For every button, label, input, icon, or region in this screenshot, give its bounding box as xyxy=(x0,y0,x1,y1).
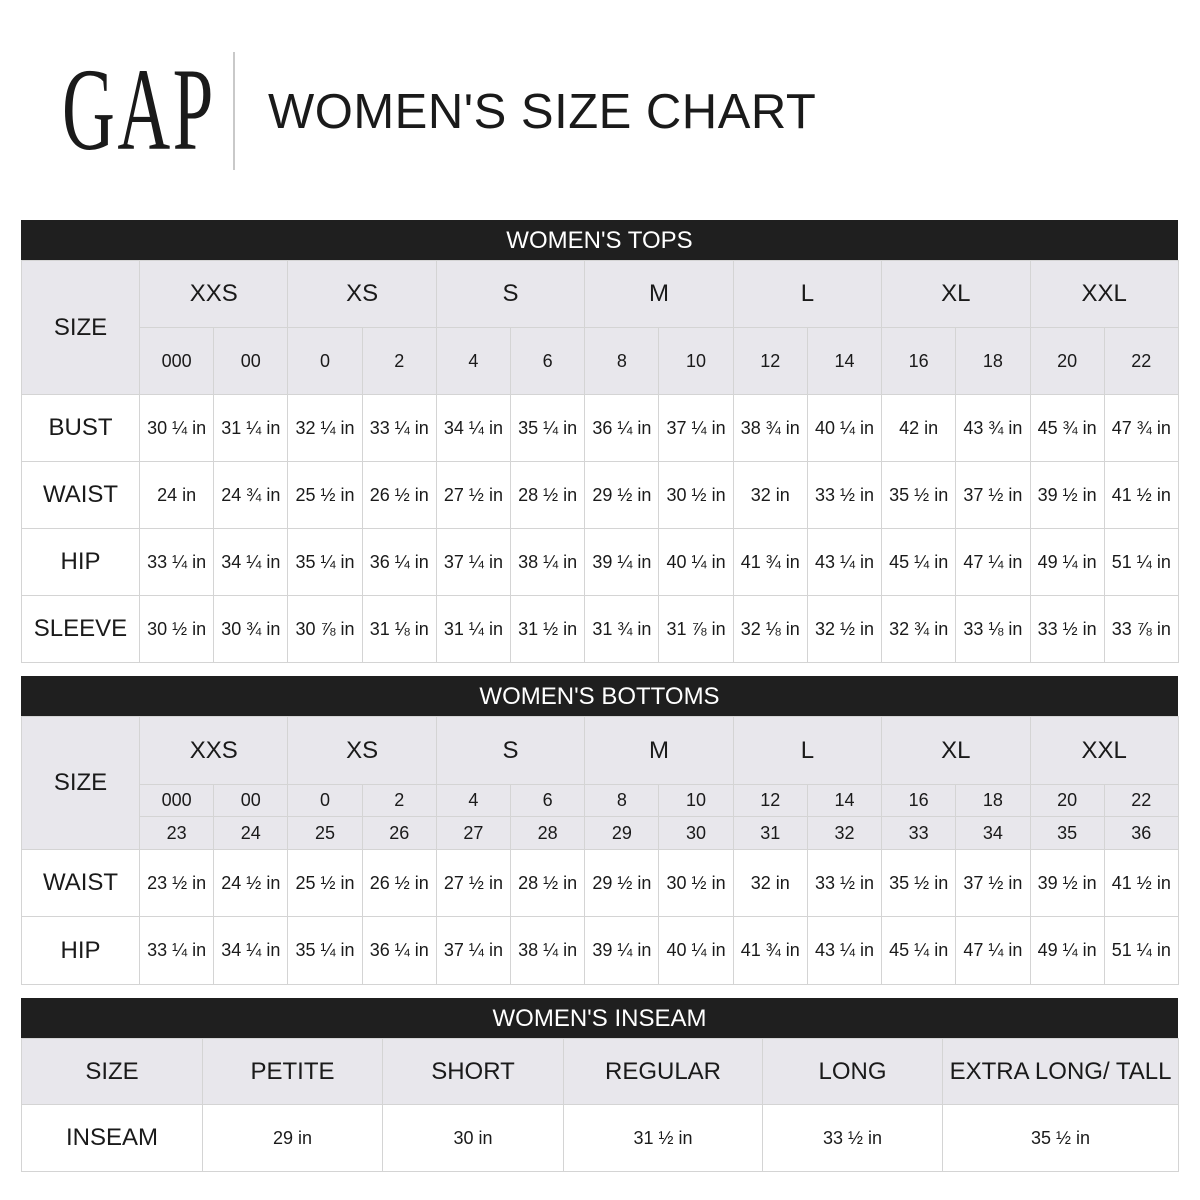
bottoms-waist-size: 34 xyxy=(956,817,1030,850)
table-row xyxy=(22,462,1179,529)
tops-group-xxs: XXS xyxy=(140,261,288,328)
bottoms-numeric-size: 00 xyxy=(214,785,288,817)
bottoms-waist-size: 27 xyxy=(436,817,510,850)
table-cell: 24 ½ in xyxy=(214,850,288,917)
table-row xyxy=(22,917,1179,985)
bottoms-waist-size: 31 xyxy=(733,817,807,850)
tops-group-m: M xyxy=(585,261,733,328)
tops-group-s: S xyxy=(436,261,584,328)
table-cell: 26 ½ in xyxy=(362,462,436,529)
table-cell: 27 ½ in xyxy=(436,462,510,529)
tops-numeric-size: 2 xyxy=(362,328,436,395)
tops-numeric-size-row xyxy=(22,328,1179,395)
table-cell: 37 ½ in xyxy=(956,850,1030,917)
tops-group-xl: XL xyxy=(882,261,1030,328)
bottoms-numeric-size: 0 xyxy=(288,785,362,817)
table-cell: 41 ½ in xyxy=(1104,850,1178,917)
table-cell: 34 ¼ in xyxy=(214,529,288,596)
row-label-hip: HIP xyxy=(22,529,140,596)
table-cell: 39 ½ in xyxy=(1030,462,1104,529)
table-cell: 37 ¼ in xyxy=(659,395,733,462)
bottoms-waist-size: 28 xyxy=(511,817,585,850)
table-cell: 34 ¼ in xyxy=(436,395,510,462)
bottoms-group-row xyxy=(22,717,1179,785)
table-cell: 31 ½ in xyxy=(511,596,585,663)
table-cell: 37 ½ in xyxy=(956,462,1030,529)
table-cell: 41 ¾ in xyxy=(733,917,807,985)
table-row xyxy=(22,395,1179,462)
bottoms-numeric-size: 14 xyxy=(807,785,881,817)
row-label-bust: BUST xyxy=(22,395,140,462)
tops-numeric-size: 16 xyxy=(882,328,956,395)
bottoms-table xyxy=(21,716,1179,985)
table-cell: 35 ½ in xyxy=(943,1105,1179,1172)
table-cell: 41 ½ in xyxy=(1104,462,1178,529)
bottoms-group-xs: XS xyxy=(288,717,436,785)
table-cell: 45 ¾ in xyxy=(1030,395,1104,462)
row-label-waist: WAIST xyxy=(22,462,140,529)
bottoms-group-m: M xyxy=(585,717,733,785)
row-label-sleeve: SLEEVE xyxy=(22,596,140,663)
bottoms-waist-size: 30 xyxy=(659,817,733,850)
bottoms-size-label: SIZE xyxy=(22,717,140,850)
tops-numeric-size: 8 xyxy=(585,328,659,395)
table-cell: 32 in xyxy=(733,850,807,917)
table-cell: 30 ¾ in xyxy=(214,596,288,663)
table-cell: 27 ½ in xyxy=(436,850,510,917)
tops-numeric-size: 000 xyxy=(140,328,214,395)
table-cell: 47 ¾ in xyxy=(1104,395,1178,462)
bottoms-waist-size: 24 xyxy=(214,817,288,850)
tops-table xyxy=(21,260,1179,663)
bottoms-numeric-size: 20 xyxy=(1030,785,1104,817)
table-cell: 25 ½ in xyxy=(288,462,362,529)
table-cell: 32 in xyxy=(733,462,807,529)
table-cell: 47 ¼ in xyxy=(956,917,1030,985)
table-cell: 29 in xyxy=(203,1105,383,1172)
table-cell: 28 ½ in xyxy=(511,462,585,529)
table-cell: 41 ¾ in xyxy=(733,529,807,596)
bottoms-waist-size: 26 xyxy=(362,817,436,850)
bottoms-waist-size: 36 xyxy=(1104,817,1178,850)
table-cell: 49 ¼ in xyxy=(1030,529,1104,596)
table-cell: 35 ¼ in xyxy=(511,395,585,462)
table-cell: 29 ½ in xyxy=(585,462,659,529)
table-cell: 39 ¼ in xyxy=(585,917,659,985)
table-cell: 47 ¼ in xyxy=(956,529,1030,596)
table-cell: 37 ¼ in xyxy=(436,917,510,985)
inseam-size-label: SIZE xyxy=(22,1039,203,1105)
tops-group-l: L xyxy=(733,261,881,328)
bottoms-waist-size: 33 xyxy=(882,817,956,850)
table-cell: 33 ⅞ in xyxy=(1104,596,1178,663)
table-cell: 40 ¼ in xyxy=(807,395,881,462)
table-cell: 33 ½ in xyxy=(807,462,881,529)
table-cell: 40 ¼ in xyxy=(659,529,733,596)
table-cell: 30 ½ in xyxy=(659,462,733,529)
table-cell: 26 ½ in xyxy=(362,850,436,917)
bottoms-numeric-size: 8 xyxy=(585,785,659,817)
bottoms-section-title: WOMEN'S BOTTOMS xyxy=(21,676,1178,716)
table-cell: 43 ¼ in xyxy=(807,529,881,596)
table-cell: 38 ¾ in xyxy=(733,395,807,462)
table-cell: 23 ½ in xyxy=(140,850,214,917)
table-cell: 40 ¼ in xyxy=(659,917,733,985)
table-cell: 30 ½ in xyxy=(140,596,214,663)
table-cell: 36 ¼ in xyxy=(362,529,436,596)
table-cell: 33 ⅛ in xyxy=(956,596,1030,663)
bottoms-numeric-size-row xyxy=(22,785,1179,817)
table-cell: 32 ½ in xyxy=(807,596,881,663)
table-cell: 43 ¾ in xyxy=(956,395,1030,462)
table-cell: 29 ½ in xyxy=(585,850,659,917)
table-cell: 31 ¼ in xyxy=(214,395,288,462)
table-cell: 33 ¼ in xyxy=(362,395,436,462)
bottoms-waist-size: 35 xyxy=(1030,817,1104,850)
table-cell: 30 ¼ in xyxy=(140,395,214,462)
inseam-col-long: LONG xyxy=(763,1039,943,1105)
table-cell: 33 ¼ in xyxy=(140,917,214,985)
bottoms-waist-size: 25 xyxy=(288,817,362,850)
table-cell: 35 ½ in xyxy=(882,462,956,529)
bottoms-numeric-size: 12 xyxy=(733,785,807,817)
tops-numeric-size: 10 xyxy=(659,328,733,395)
table-cell: 25 ½ in xyxy=(288,850,362,917)
bottoms-group-l: L xyxy=(733,717,881,785)
gap-logo: GAP xyxy=(62,44,216,175)
table-cell: 32 ¾ in xyxy=(882,596,956,663)
table-cell: 31 ⅛ in xyxy=(362,596,436,663)
table-cell: 33 ½ in xyxy=(1030,596,1104,663)
table-cell: 32 ⅛ in xyxy=(733,596,807,663)
table-cell: 36 ¼ in xyxy=(585,395,659,462)
tops-group-xs: XS xyxy=(288,261,436,328)
bottoms-numeric-size: 16 xyxy=(882,785,956,817)
tops-section-title: WOMEN'S TOPS xyxy=(21,220,1178,260)
row-label-hip: HIP xyxy=(22,917,140,985)
bottoms-group-xxs: XXS xyxy=(140,717,288,785)
inseam-col-regular: REGULAR xyxy=(564,1039,763,1105)
inseam-col-petite: PETITE xyxy=(203,1039,383,1105)
bottoms-numeric-size: 4 xyxy=(436,785,510,817)
row-label-inseam: INSEAM xyxy=(22,1105,203,1172)
table-cell: 30 ½ in xyxy=(659,850,733,917)
bottoms-waist-size: 23 xyxy=(140,817,214,850)
table-cell: 45 ¼ in xyxy=(882,529,956,596)
tops-numeric-size: 00 xyxy=(214,328,288,395)
tops-group-xxl: XXL xyxy=(1030,261,1178,328)
bottoms-numeric-size: 2 xyxy=(362,785,436,817)
table-cell: 51 ¼ in xyxy=(1104,529,1178,596)
bottoms-numeric-size: 000 xyxy=(140,785,214,817)
table-cell: 35 ¼ in xyxy=(288,917,362,985)
bottoms-numeric-size: 6 xyxy=(511,785,585,817)
table-cell: 31 ⅞ in xyxy=(659,596,733,663)
tops-size-label: SIZE xyxy=(22,261,140,395)
table-cell: 24 ¾ in xyxy=(214,462,288,529)
tops-group-row xyxy=(22,261,1179,328)
table-cell: 43 ¼ in xyxy=(807,917,881,985)
tops-numeric-size: 20 xyxy=(1030,328,1104,395)
bottoms-numeric-size: 10 xyxy=(659,785,733,817)
table-cell: 39 ¼ in xyxy=(585,529,659,596)
bottoms-waist-size: 29 xyxy=(585,817,659,850)
table-cell: 30 ⅞ in xyxy=(288,596,362,663)
bottoms-waist-size: 32 xyxy=(807,817,881,850)
table-cell: 38 ¼ in xyxy=(511,529,585,596)
tops-numeric-size: 0 xyxy=(288,328,362,395)
header-divider xyxy=(233,52,235,170)
tops-numeric-size: 12 xyxy=(733,328,807,395)
table-cell: 45 ¼ in xyxy=(882,917,956,985)
bottoms-numeric-size: 18 xyxy=(956,785,1030,817)
inseam-section-title: WOMEN'S INSEAM xyxy=(21,998,1178,1038)
tops-numeric-size: 14 xyxy=(807,328,881,395)
bottoms-waist-size-row xyxy=(22,817,1179,850)
row-label-waist: WAIST xyxy=(22,850,140,917)
table-cell: 35 ½ in xyxy=(882,850,956,917)
inseam-col-extra-long-tall: EXTRA LONG/ TALL xyxy=(943,1039,1179,1105)
inseam-table xyxy=(21,1038,1179,1172)
table-row xyxy=(22,529,1179,596)
page-title: WOMEN'S SIZE CHART xyxy=(268,85,817,139)
table-cell: 38 ¼ in xyxy=(511,917,585,985)
table-cell: 42 in xyxy=(882,395,956,462)
table-cell: 51 ¼ in xyxy=(1104,917,1178,985)
table-cell: 36 ¼ in xyxy=(362,917,436,985)
table-cell: 49 ¼ in xyxy=(1030,917,1104,985)
bottoms-group-s: S xyxy=(436,717,584,785)
page-header xyxy=(0,0,1200,200)
table-cell: 31 ¾ in xyxy=(585,596,659,663)
table-cell: 34 ¼ in xyxy=(214,917,288,985)
bottoms-numeric-size: 22 xyxy=(1104,785,1178,817)
table-cell: 33 ½ in xyxy=(763,1105,943,1172)
table-row xyxy=(22,596,1179,663)
table-row xyxy=(22,1105,1179,1172)
bottoms-group-xl: XL xyxy=(882,717,1030,785)
table-cell: 32 ¼ in xyxy=(288,395,362,462)
tops-numeric-size: 18 xyxy=(956,328,1030,395)
table-cell: 30 in xyxy=(383,1105,564,1172)
table-cell: 33 ¼ in xyxy=(140,529,214,596)
inseam-col-short: SHORT xyxy=(383,1039,564,1105)
table-cell: 31 ½ in xyxy=(564,1105,763,1172)
table-cell: 28 ½ in xyxy=(511,850,585,917)
table-cell: 31 ¼ in xyxy=(436,596,510,663)
bottoms-group-xxl: XXL xyxy=(1030,717,1178,785)
tops-numeric-size: 4 xyxy=(436,328,510,395)
table-cell: 24 in xyxy=(140,462,214,529)
table-cell: 35 ¼ in xyxy=(288,529,362,596)
tops-numeric-size: 22 xyxy=(1104,328,1178,395)
tops-numeric-size: 6 xyxy=(511,328,585,395)
table-cell: 39 ½ in xyxy=(1030,850,1104,917)
table-cell: 33 ½ in xyxy=(807,850,881,917)
inseam-header-row xyxy=(22,1039,1179,1105)
table-row xyxy=(22,850,1179,917)
table-cell: 37 ¼ in xyxy=(436,529,510,596)
